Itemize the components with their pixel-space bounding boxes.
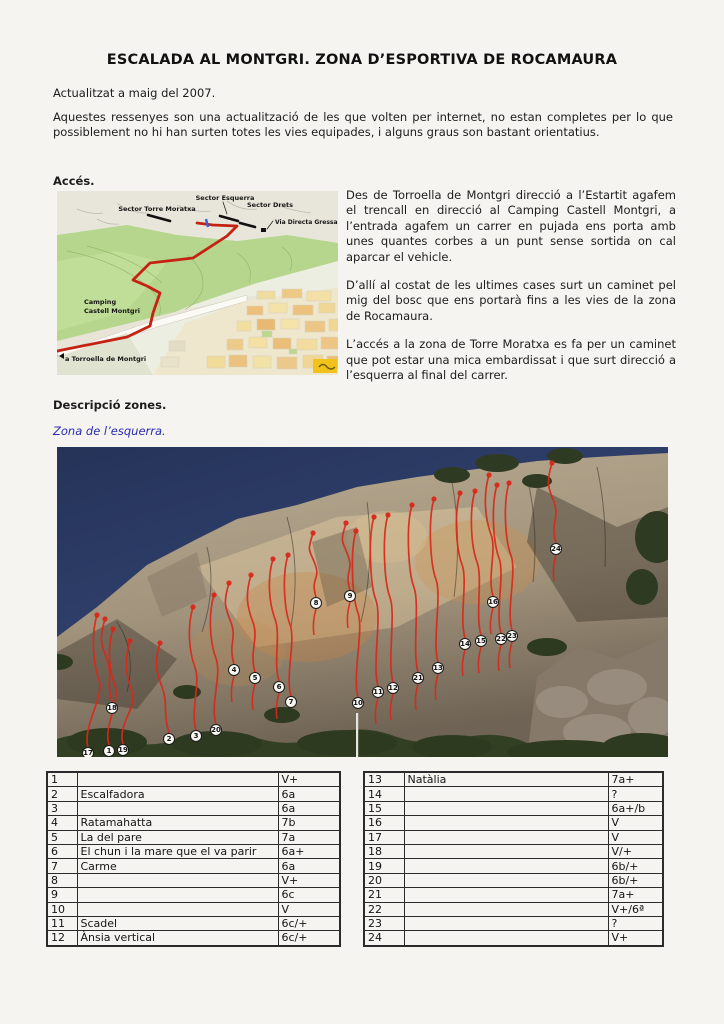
route-grade: 6c/+ [278, 916, 340, 930]
table-row [364, 902, 663, 916]
route-number: 4 [47, 816, 77, 830]
map-label-torroella: a Torroella de Montgri [65, 355, 147, 363]
table-row [364, 816, 663, 830]
route-name: Carme [77, 859, 278, 873]
page-title: ESCALADA AL MONTGRI. ZONA D’ESPORTIVA DE ROCAMAURA [106, 52, 618, 68]
route-marker-2: 2 [163, 733, 175, 745]
table-row [47, 772, 340, 787]
table-row [47, 859, 340, 873]
table-row [47, 888, 340, 902]
table-row [364, 873, 663, 887]
table-row [364, 772, 663, 787]
route-grade: V/+ [608, 844, 663, 858]
route-grade: 6a+/b [608, 801, 663, 815]
table-row [364, 888, 663, 902]
map-label-camping-1: Camping [84, 298, 117, 306]
route-grade: 6a+ [278, 844, 340, 858]
map-logo-icon [313, 359, 337, 373]
route-name [404, 916, 608, 930]
map-label-sector-torre: Sector Torre Moratxa [118, 205, 196, 213]
route-grade: V [608, 830, 663, 844]
route-name [404, 888, 608, 902]
route-marker-18: 18 [106, 702, 118, 714]
route-marker-8: 8 [310, 597, 322, 609]
map-via-directa-mark [261, 228, 266, 232]
route-name [404, 830, 608, 844]
route-marker-22: 22 [495, 633, 507, 645]
table-row [364, 859, 663, 873]
route-grade: V+ [278, 772, 340, 787]
route-grade: 7a+ [608, 772, 663, 787]
route-number: 21 [364, 888, 404, 902]
route-marker-19: 19 [117, 744, 129, 756]
table-row [47, 787, 340, 801]
route-marker-16: 16 [487, 596, 499, 608]
route-grade: V [608, 816, 663, 830]
route-number: 14 [364, 787, 404, 801]
route-name [404, 902, 608, 916]
route-marker-4: 4 [228, 664, 240, 676]
route-grade: 6b/+ [608, 873, 663, 887]
route-name [77, 902, 278, 916]
route-number: 3 [47, 801, 77, 815]
route-number: 13 [364, 772, 404, 787]
route-name [77, 772, 278, 787]
map-label-camping-2: Castell Montgri [84, 307, 141, 315]
route-number: 9 [47, 888, 77, 902]
route-name: El chun i la mare que el va parir [77, 844, 278, 858]
route-marker-6: 6 [273, 681, 285, 693]
route-marker-12: 12 [387, 682, 399, 694]
route-marker-15: 15 [475, 635, 487, 647]
access-paragraph-1: Des de Torroella de Montgri direcció a l’Estartit agafem el trencall en direcció al Camping Castell Montgri, a l’entrada agafem un carrer en pujada ens porta amb unes quantes corbes a un punt sense sortida on cal aparcar el vehicle. [346, 188, 676, 264]
table-row [364, 844, 663, 858]
route-grade: 7a+ [608, 888, 663, 902]
route-name [77, 873, 278, 887]
cliff-photo [57, 447, 668, 757]
route-grade: 6c [278, 888, 340, 902]
route-marker-23: 23 [506, 630, 518, 642]
map-label-sector-esquerra: Sector Esquerra [195, 194, 255, 202]
route-name: Scadel [77, 916, 278, 930]
access-map-image [57, 191, 338, 375]
zone-esquerra-link[interactable]: Zona de l’esquerra. [53, 424, 166, 438]
table-row [47, 902, 340, 916]
updated-date: Actualitzat a maig del 2007. [53, 86, 216, 100]
route-number: 2 [47, 787, 77, 801]
route-marker-1: 1 [103, 745, 115, 757]
route-marker-20: 20 [210, 724, 222, 736]
route-number: 7 [47, 859, 77, 873]
route-grade: 7b [278, 816, 340, 830]
route-marker-21: 21 [412, 672, 424, 684]
route-grade: 6a [278, 859, 340, 873]
route-name [404, 787, 608, 801]
route-name [404, 816, 608, 830]
route-name [77, 888, 278, 902]
route-marker-11: 11 [372, 686, 384, 698]
route-number: 17 [364, 830, 404, 844]
route-marker-24: 24 [550, 543, 562, 555]
route-number: 5 [47, 830, 77, 844]
routes-table-left [46, 771, 341, 947]
route-name [404, 931, 608, 946]
routes-table-right [363, 771, 664, 947]
access-paragraph-3: L’accés a la zona de Torre Moratxa es fa per un caminet que pot estar una mica embardissat i que surt direcció a l’esquerra al final del carrer. [346, 337, 676, 383]
route-number: 10 [47, 902, 77, 916]
route-name [404, 859, 608, 873]
route-marker-3: 3 [190, 730, 202, 742]
route-name: Natàlia [404, 772, 608, 787]
route-grade: V+ [278, 873, 340, 887]
map-label-sector-drets: Sector Drets [247, 201, 293, 209]
route-number: 15 [364, 801, 404, 815]
route-number: 22 [364, 902, 404, 916]
route-number: 8 [47, 873, 77, 887]
route-name [404, 801, 608, 815]
route-number: 16 [364, 816, 404, 830]
map-graphic [57, 191, 338, 375]
route-marker-14: 14 [459, 638, 471, 650]
table-row [364, 787, 663, 801]
route-name: Ratamahatta [77, 816, 278, 830]
table-row [47, 916, 340, 930]
route-marker-9: 9 [344, 590, 356, 602]
access-heading: Accés. [53, 174, 95, 188]
route-grade: 6a [278, 801, 340, 815]
route-grade: 6b/+ [608, 859, 663, 873]
route-number: 12 [47, 931, 77, 946]
route-number: 19 [364, 859, 404, 873]
route-number: 6 [47, 844, 77, 858]
route-number: 1 [47, 772, 77, 787]
access-paragraph-2: D’allí al costat de les ultimes cases surt un caminet pel mig del bosc que ens portarà fins a les vies de la zona de Rocamaura. [346, 278, 676, 323]
route-marker-5: 5 [249, 672, 261, 684]
route-name: La del pare [77, 830, 278, 844]
table-row [47, 873, 340, 887]
route-number: 11 [47, 916, 77, 930]
route-name [404, 873, 608, 887]
route-number: 24 [364, 931, 404, 946]
table-row [47, 816, 340, 830]
route-marker-10: 10 [352, 697, 364, 709]
route-name [404, 844, 608, 858]
route-name: Ànsia vertical [77, 931, 278, 946]
table-row [47, 830, 340, 844]
table-row [364, 916, 663, 930]
table-row [47, 844, 340, 858]
route-marker-13: 13 [432, 662, 444, 674]
route-number: 23 [364, 916, 404, 930]
route-grade: ? [608, 787, 663, 801]
table-row [47, 801, 340, 815]
route-name [77, 801, 278, 815]
route-grade: V+ [608, 931, 663, 946]
table-row [47, 931, 340, 946]
route-grade: ? [608, 916, 663, 930]
route-grade: 6c/+ [278, 931, 340, 946]
route-number: 18 [364, 844, 404, 858]
route-badges-layer [57, 447, 668, 757]
table-row [364, 801, 663, 815]
route-name: Escalfadora [77, 787, 278, 801]
route-marker-17: 17 [82, 747, 94, 757]
table-row [364, 830, 663, 844]
zones-heading: Descripció zones. [53, 398, 167, 412]
table-row [364, 931, 663, 946]
access-text-column [346, 188, 676, 396]
route-grade: V+/6ª [608, 902, 663, 916]
route-marker-7: 7 [285, 696, 297, 708]
intro-paragraph: Aquestes ressenyes son una actualització de les que volten per internet, no estan completes per lo que possiblement no hi han surten totes les vies equipades, i alguns graus son bastant orientatius. [53, 110, 673, 140]
route-grade: 7a [278, 830, 340, 844]
route-grade: 6a [278, 787, 340, 801]
route-number: 20 [364, 873, 404, 887]
map-label-via-directa: Via Directa Gressa [275, 219, 338, 226]
route-grade: V [278, 902, 340, 916]
